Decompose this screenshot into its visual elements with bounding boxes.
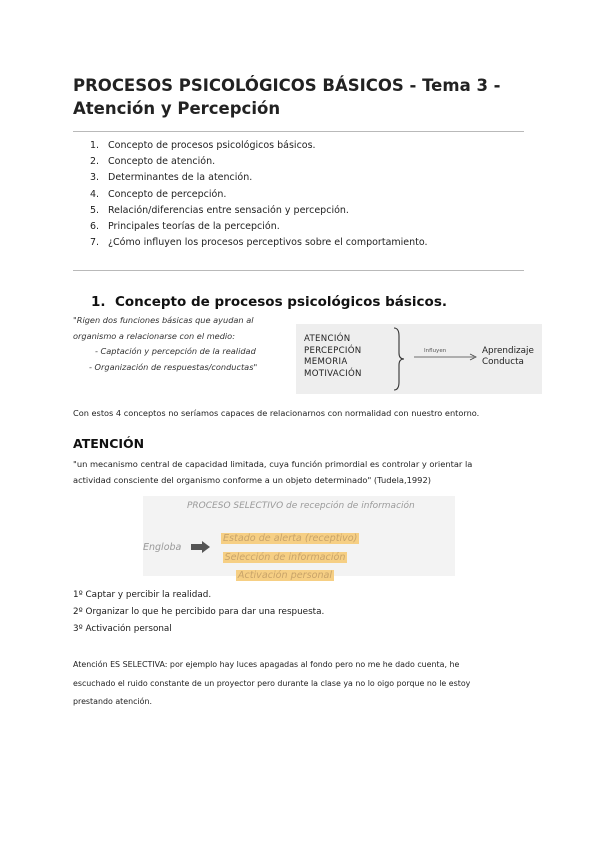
section1-heading: 1. Concepto de procesos psicológicos básicos.: [91, 294, 447, 310]
toc-item: 3. Determinantes de la atención.: [90, 172, 253, 184]
table-of-contents: [90, 138, 428, 251]
toc-item: 2. Concepto de atención.: [90, 156, 216, 168]
toc-item: 6. Principales teorías de la percepción.: [90, 221, 280, 233]
toc-item: 1. Concepto de procesos psicológicos básicos.: [90, 140, 316, 151]
arrow-label: Influyen: [424, 348, 447, 354]
process-items: [221, 528, 358, 584]
engloba-label: Engloba: [143, 542, 182, 553]
selective-paragraph: Atención ES SELECTIVA: por ejemplo hay luces apagadas al fondo pero no me he dado cuenta, he escuchado el ruido constante de un proyector pero durante la clase ya no lo oigo porque no le estoy prestando atención.: [73, 660, 471, 706]
step-line: 3º Activación personal: [73, 624, 172, 634]
divider-toc: [73, 270, 524, 271]
divider-top: [73, 131, 524, 132]
selective-process-diagram: [143, 496, 455, 581]
diagram-result: Aprendizaje Conducta: [482, 346, 534, 367]
atencion-definition-line2: actividad consciente del organismo conforme a un objeto determinado" (Tudela,1992): [73, 475, 431, 485]
toc-item: 4. Concepto de percepción.: [90, 188, 227, 200]
atencion-definition-line1: "un mecanismo central de capacidad limitada, cuya función primordial es controlar y orientar la: [73, 459, 473, 469]
curly-brace-icon: [392, 326, 406, 392]
step-line: 1º Captar y percibir la realidad.: [73, 590, 212, 600]
arrow-right-icon: [414, 353, 478, 361]
toc-item: 7. ¿Cómo influyen los procesos perceptivos sobre el comportamiento.: [90, 237, 428, 249]
toc-item: 5. Relación/diferencias entre sensación y percepción.: [90, 204, 349, 216]
section1-quote: "Rigen dos funciones básicas que ayudan al organismo a relacionarse con el medio: - Captación y percepción de la realidad - Organización de respuestas/conductas": [73, 315, 258, 372]
atencion-heading: ATENCIÓN: [73, 436, 145, 451]
page-title: PROCESOS PSICOLÓGICOS BÁSICOS - Tema 3 - Atención y Percepción: [73, 76, 501, 118]
section1-note: Con estos 4 conceptos no seríamos capaces de relacionarnos con normalidad con nuestro entorno.: [73, 408, 480, 418]
thick-arrow-icon: [191, 541, 211, 553]
step-line: 2º Organizar lo que he percibido para dar una respuesta.: [73, 607, 325, 617]
highlight-item: Selección de información: [224, 551, 346, 563]
concepts-diagram: [296, 324, 542, 394]
highlight-item: Activación personal: [237, 570, 333, 581]
diagram-title: PROCESO SELECTIVO de recepción de información: [187, 501, 415, 511]
highlight-item: Estado de alerta (receptivo): [223, 533, 358, 544]
concept-list: ATENCIÓN PERCEPCIÓN MEMORIA MOTIVACIÓN: [304, 334, 362, 379]
